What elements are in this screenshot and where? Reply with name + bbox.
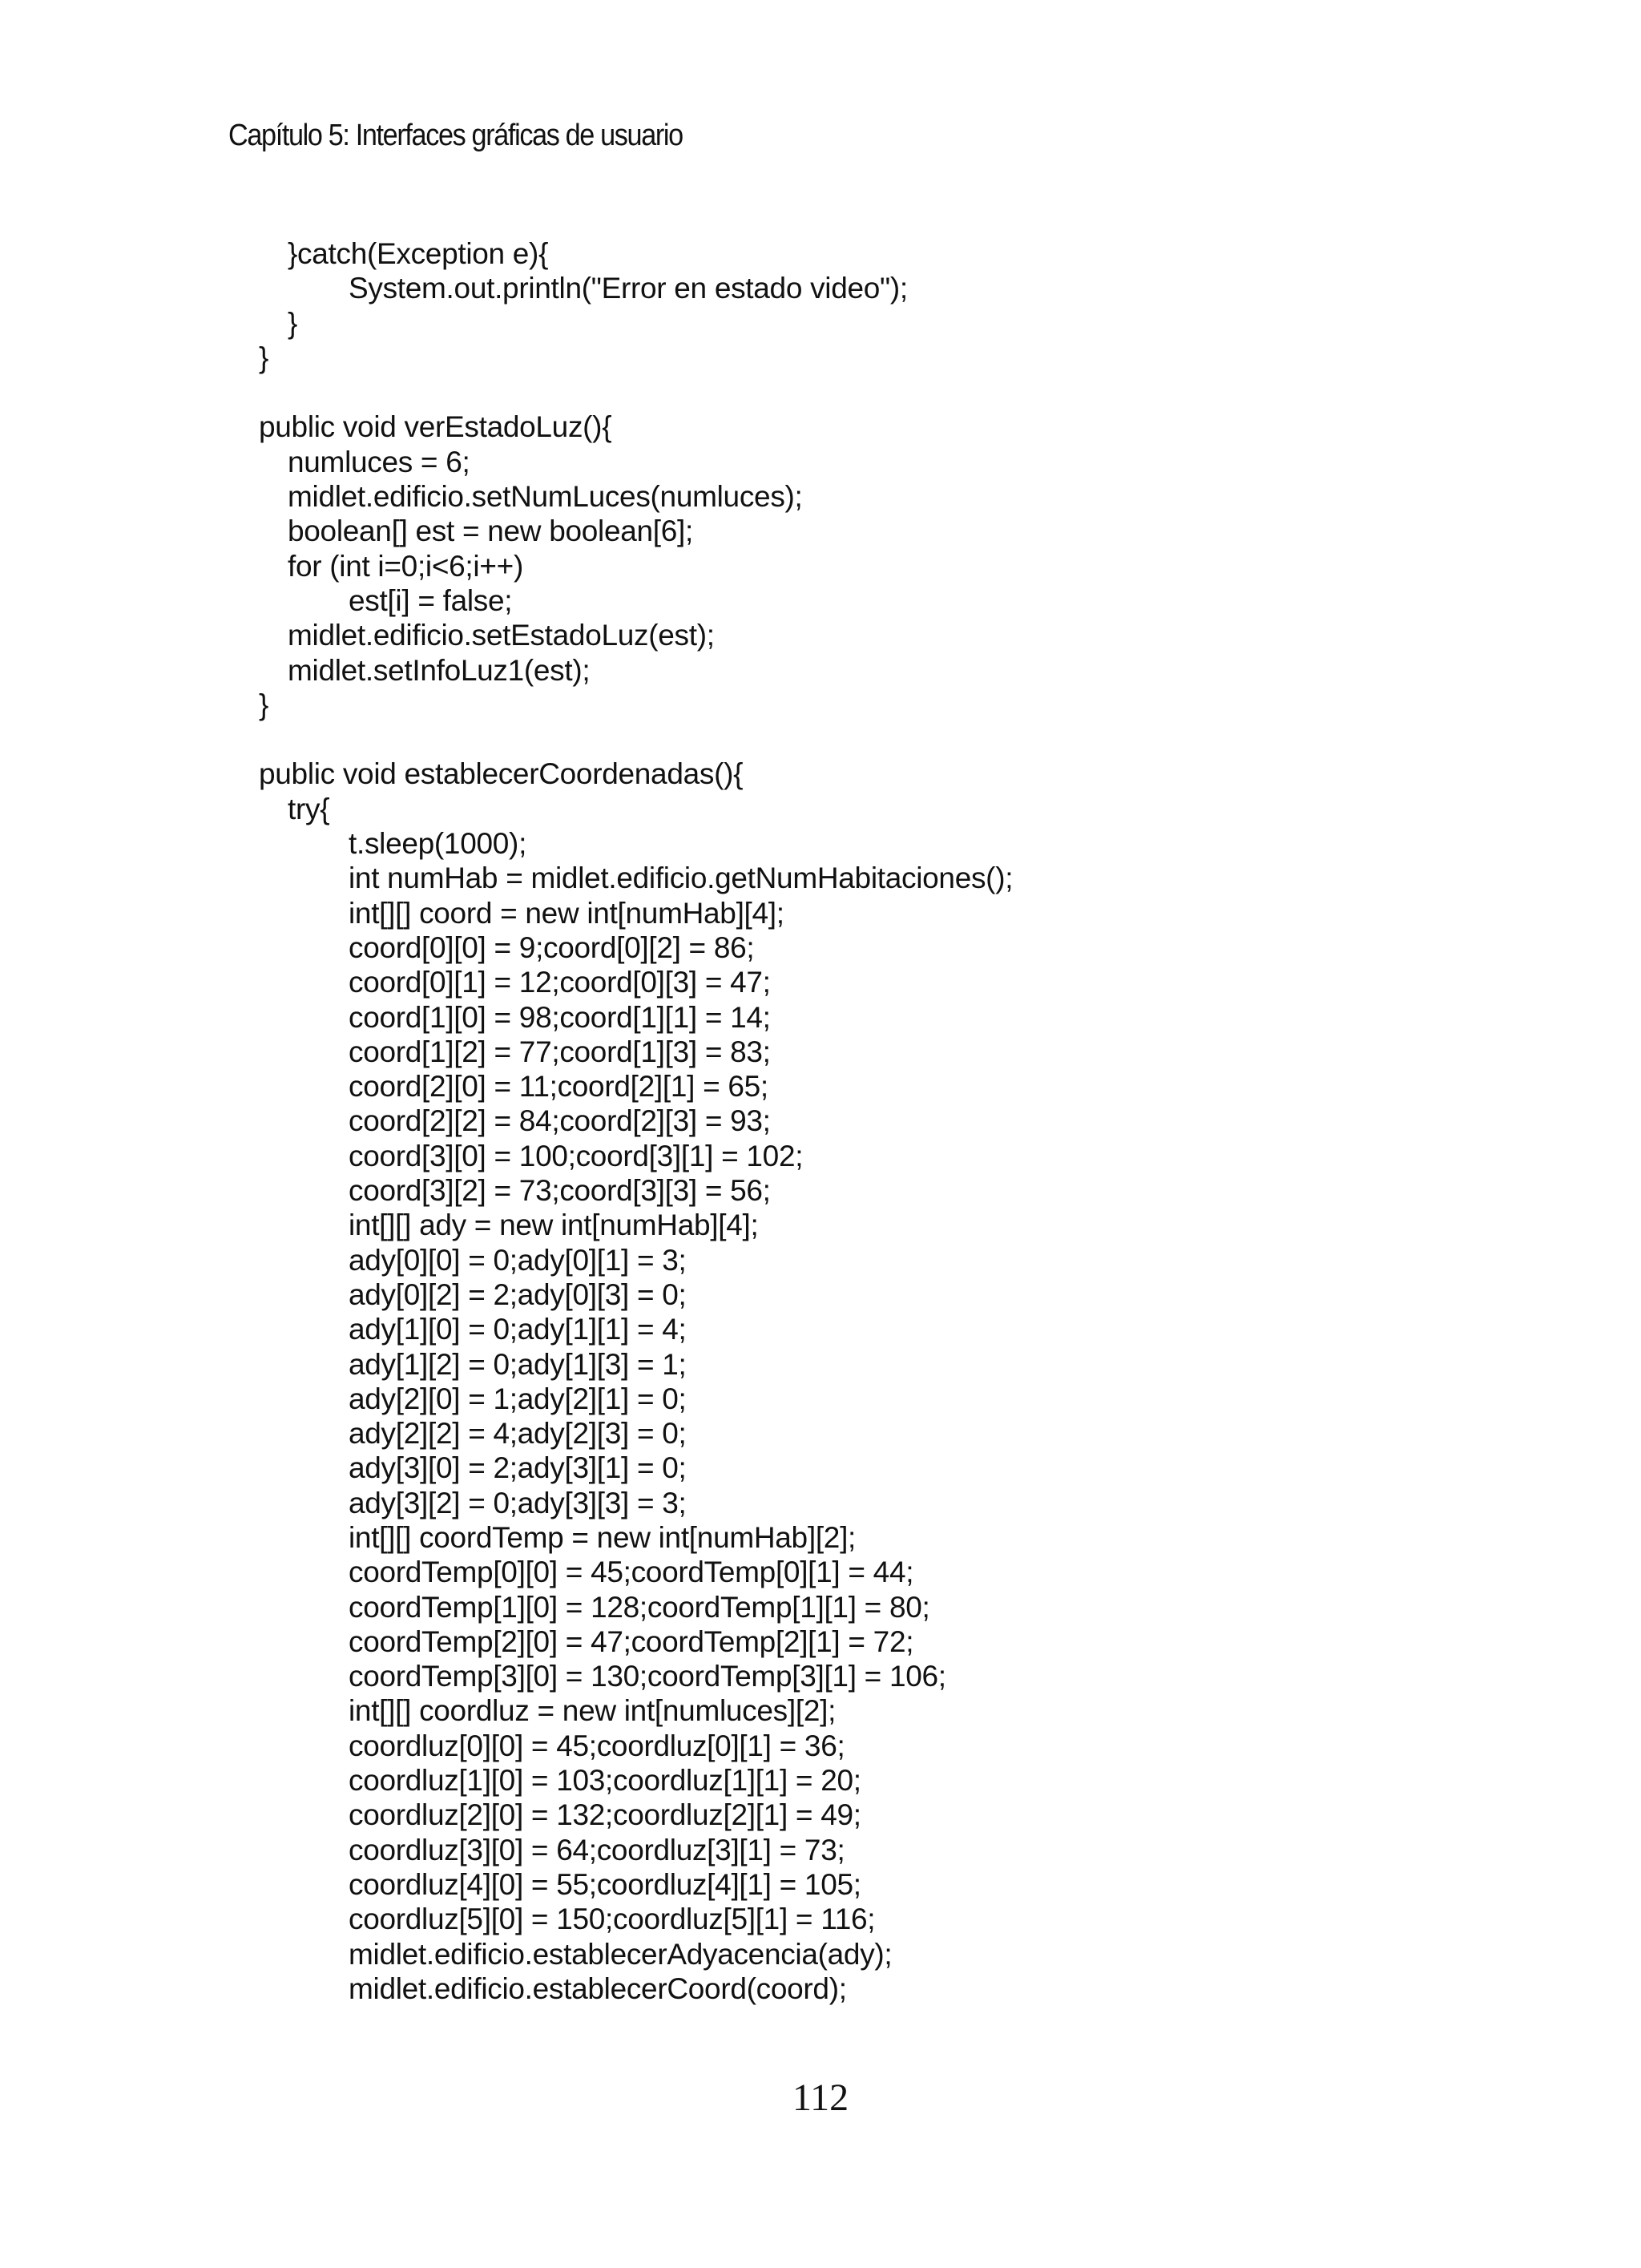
code-line: boolean[] est = new boolean[6]; [288,515,694,548]
code-line: est[i] = false; [349,583,513,617]
code-line: midlet.edificio.setNumLuces(numluces); [288,480,803,514]
code-line: ady[0][0] = 0;ady[0][1] = 3; [349,1243,687,1277]
code-line: ady[2][2] = 4;ady[2][3] = 0; [349,1417,687,1451]
code-line: coordluz[3][0] = 64;coordluz[3][1] = 73; [349,1833,845,1866]
code-line: t.sleep(1000); [349,827,527,861]
code-line: }catch(Exception e){ [288,237,549,270]
code-line: for (int i=0;i<6;i++) [288,549,523,583]
code-line: coordTemp[2][0] = 47;coordTemp[2][1] = 72; [349,1624,914,1658]
code-line: coord[0][1] = 12;coord[0][3] = 47; [349,966,771,999]
code-line: int numHab = midlet.edificio.getNumHabitaciones(); [349,862,1014,895]
code-line: ady[0][2] = 2;ady[0][3] = 0; [349,1277,687,1311]
code-line: int[][] coordTemp = new int[numHab][2]; [349,1520,857,1554]
code-line: midlet.edificio.establecerCoord(coord); [349,1971,847,2005]
code-line: int[][] ady = new int[numHab][4]; [349,1209,759,1242]
code-line: midlet.setInfoLuz1(est); [288,653,591,687]
code-line: coordluz[0][0] = 45;coordluz[0][1] = 36; [349,1729,845,1762]
code-line: } [259,688,269,721]
code-line: coordluz[2][0] = 132;coordluz[2][1] = 49; [349,1798,861,1832]
code-line: coord[2][2] = 84;coord[2][3] = 93; [349,1104,771,1138]
running-header: Capítulo 5: Interfaces gráficas de usuario [228,119,683,152]
code-line: try{ [288,792,330,825]
code-line: numluces = 6; [288,445,470,478]
code-line: public void establecerCoordenadas(){ [259,757,744,791]
code-line: int[][] coordluz = new int[numluces][2]; [349,1694,837,1728]
code-listing [259,236,1013,2006]
page-number: 112 [792,2076,849,2119]
code-line: coord[1][0] = 98;coord[1][1] = 14; [349,1000,771,1034]
code-line: coordluz[1][0] = 103;coordluz[1][1] = 20; [349,1764,861,1798]
code-line: midlet.edificio.setEstadoLuz(est); [288,619,715,652]
code-line: midlet.edificio.establecerAdyacencia(ady); [349,1937,893,1971]
code-line: coord[2][0] = 11;coord[2][1] = 65; [349,1070,768,1104]
code-line: coordTemp[3][0] = 130;coordTemp[3][1] = 106; [349,1660,946,1693]
code-line: coord[3][0] = 100;coord[3][1] = 102; [349,1139,804,1172]
code-line: ady[2][0] = 1;ady[2][1] = 0; [349,1382,687,1415]
code-line: System.out.println("Error en estado video"); [349,272,908,305]
code-line: coordluz[4][0] = 55;coordluz[4][1] = 105; [349,1867,861,1901]
code-line: ady[3][2] = 0;ady[3][3] = 3; [349,1486,687,1519]
code-line: ady[1][2] = 0;ady[1][3] = 1; [349,1347,687,1381]
blank-line [259,375,1013,410]
blank-line [259,722,1013,757]
code-line: coordTemp[1][0] = 128;coordTemp[1][1] = 80; [349,1590,930,1624]
code-line: coordluz[5][0] = 150;coordluz[5][1] = 116; [349,1903,876,1936]
code-line: coord[0][0] = 9;coord[0][2] = 86; [349,930,755,964]
code-line: public void verEstadoLuz(){ [259,410,612,444]
code-line: ady[3][0] = 2;ady[3][1] = 0; [349,1451,687,1485]
code-line: coordTemp[0][0] = 45;coordTemp[0][1] = 44; [349,1556,914,1589]
code-line: ady[1][0] = 0;ady[1][1] = 4; [349,1313,687,1346]
code-line: coord[3][2] = 73;coord[3][3] = 56; [349,1174,771,1208]
code-line: coord[1][2] = 77;coord[1][3] = 83; [349,1035,771,1068]
code-line: } [288,306,298,340]
code-line: } [259,341,269,374]
code-line: int[][] coord = new int[numHab][4]; [349,896,784,930]
